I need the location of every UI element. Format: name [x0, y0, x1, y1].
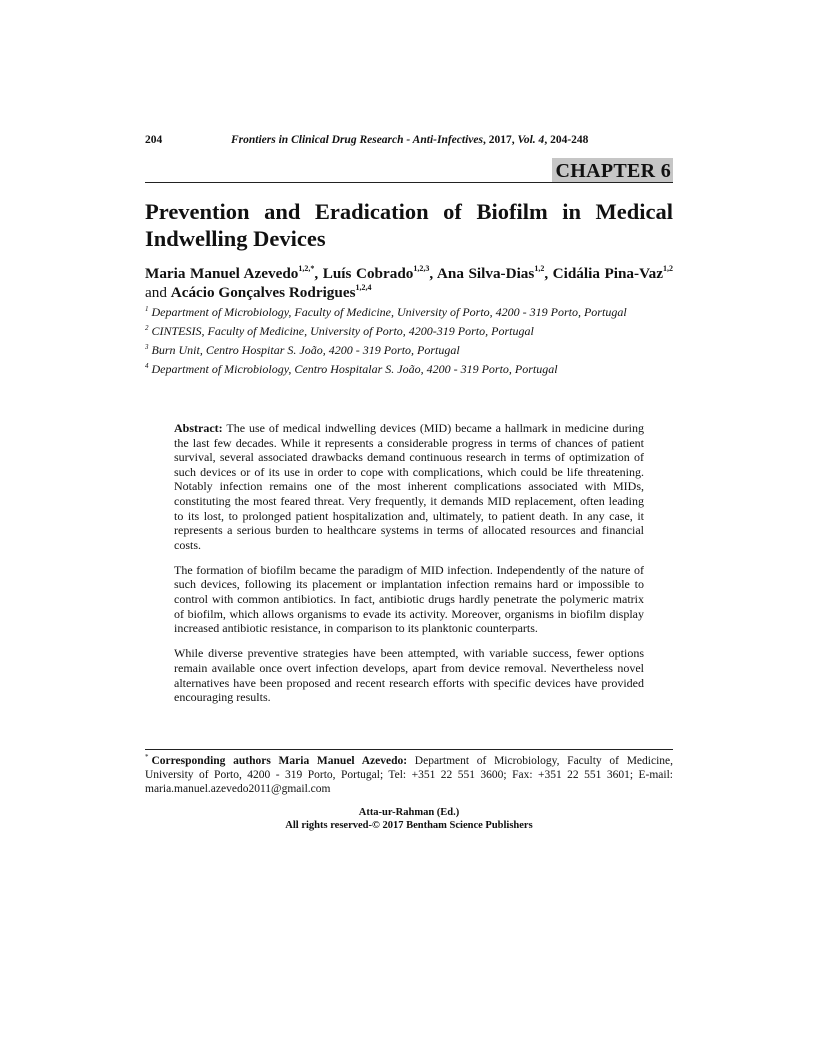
footnote-label: Corresponding authors Maria Manuel Azevedo: — [151, 755, 408, 767]
author-separator: , — [429, 265, 437, 282]
publisher-block — [145, 806, 673, 832]
author-name: Maria Manuel Azevedo — [145, 265, 299, 282]
copyright-line: All rights reserved-© 2017 Bentham Science Publishers — [285, 820, 533, 831]
abstract-paragraph — [174, 421, 644, 552]
affiliation-text: Department of Microbiology, Faculty of Medicine, University of Porto, 4200 - 319 Porto, Portugal — [151, 305, 627, 319]
footnote-divider — [145, 749, 673, 750]
journal-pages: , 204-248 — [544, 134, 589, 146]
affiliation-number: 1 — [145, 305, 149, 313]
affiliation-text: Burn Unit, Centro Hospitar S. João, 4200 - 319 Porto, Portugal — [151, 343, 460, 357]
affiliation-number: 3 — [145, 343, 149, 351]
journal-volume: Vol. 4 — [517, 134, 545, 146]
affiliation-number: 4 — [145, 362, 149, 370]
affiliation — [145, 343, 673, 358]
chapter-divider — [145, 182, 673, 183]
chapter-label: CHAPTER 6 — [552, 158, 673, 183]
journal-citation — [231, 134, 588, 146]
author-affiliation-mark: 1,2 — [663, 264, 673, 273]
affiliation-text: CINTESIS, Faculty of Medicine, University of Porto, 4200-319 Porto, Portugal — [151, 324, 534, 338]
author-name: Luís Cobrado — [322, 265, 414, 282]
affiliation — [145, 324, 673, 339]
page-number: 204 — [145, 134, 163, 146]
author-separator: , — [544, 265, 553, 282]
abstract-paragraph: While diverse preventive strategies have been attempted, with variable success, fewer options remain available once overt infection develops, apart from device removal. Nevertheless novel alternatives have been proposed and recent research efforts with specific devices have provided encouraging results. — [174, 646, 644, 705]
author-affiliation-mark: 1,2,4 — [355, 283, 372, 292]
abstract-label: Abstract: — [174, 421, 223, 435]
paper-title: Prevention and Eradication of Biofilm in Medical Indwelling Devices — [145, 199, 673, 251]
footnote-text: Department of Microbiology, Faculty of Medicine, University of Porto, 4200 - 319 Porto, Portugal; Tel: +351 22 551 3600; Fax: +351 22 551 3601; E-mail: maria.manuel.azevedo2011@gmail.com — [145, 755, 673, 795]
abstract — [174, 421, 644, 715]
corresponding-author-footnote — [145, 754, 673, 796]
author-list — [145, 264, 673, 302]
author-separator: and — [145, 284, 171, 301]
author-affiliation-mark: 1,2,3 — [413, 264, 430, 273]
footnote-mark: * — [145, 753, 149, 761]
affiliation — [145, 305, 673, 320]
affiliation-list — [145, 305, 673, 381]
affiliation — [145, 362, 673, 377]
author-affiliation-mark: 1,2 — [534, 264, 545, 273]
author-name: Cidália Pina-Vaz — [552, 265, 663, 282]
abstract-paragraph: The formation of biofilm became the paradigm of MID infection. Independently of the nature of such devices, following its placement or implantation infection remains hard or impossible to control with common antibiotics. In fact, antibiotic drugs hardly penetrate the polymeric matrix of biofilm, which allows organisms to evade its activity. Moreover, organisms in biofilm display increased antibiotic resistance, in comparison to its planktonic counterparts. — [174, 562, 644, 636]
affiliation-number: 2 — [145, 324, 149, 332]
affiliation-text: Department of Microbiology, Centro Hospitalar S. João, 4200 - 319 Porto, Portugal — [151, 362, 558, 376]
editor-line: Atta-ur-Rahman (Ed.) — [358, 807, 460, 818]
journal-name: Frontiers in Clinical Drug Research - Anti-Infectives — [231, 134, 483, 146]
abstract-text: The use of medical indwelling devices (MID) became a hallmark in medicine during the last few decades. While it represents a considerable progress in terms of chances of patient survival, several associated drawbacks demand continuous research in terms of optimization of such devices or of its use in order to cope with complications, which could be life threatening. Notably infection remains one of the most inherent complications associated with MIDs, constituting the most feared threat. Very frequently, it demands MID replacement, often leading to its lost, to prolonged patient hospitalization and, ultimately, to patient death. In any case, it represents a serious burden to healthcare systems in terms of allocated resources and financial costs. — [174, 421, 644, 552]
journal-year: , 2017, — [482, 134, 518, 146]
author-separator: , — [314, 265, 323, 282]
author-name: Acácio Gonçalves Rodrigues — [170, 284, 356, 301]
author-affiliation-mark: 1,2,* — [298, 264, 315, 273]
author-name: Ana Silva-Dias — [436, 265, 535, 282]
